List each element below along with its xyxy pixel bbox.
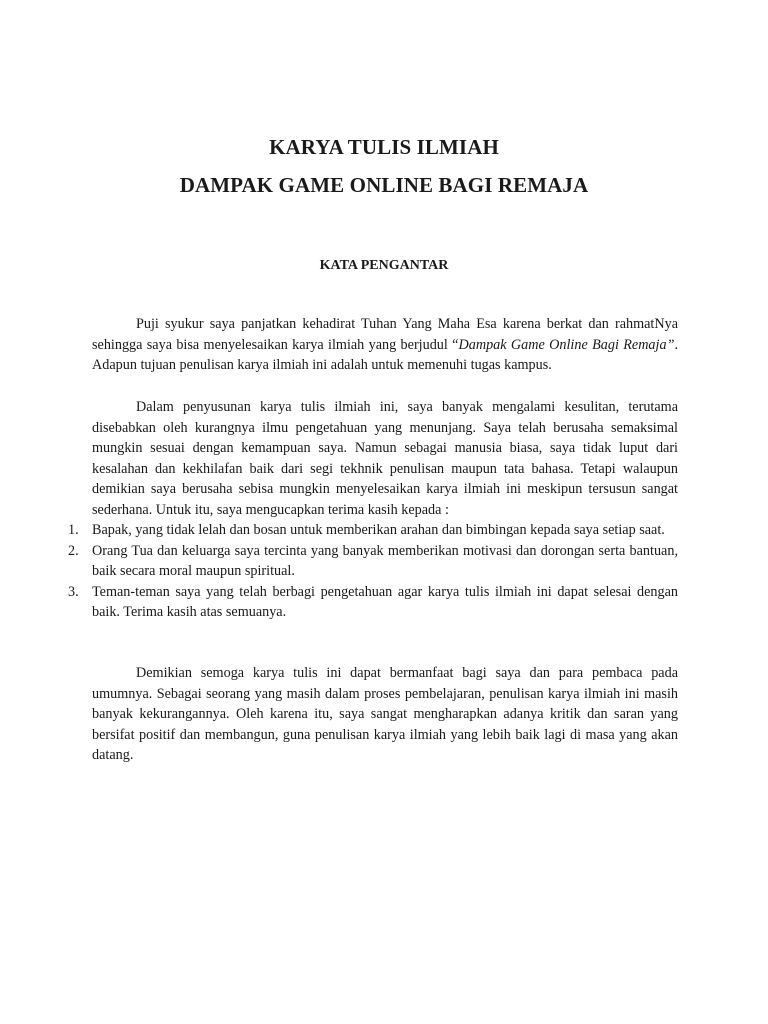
paragraph-intro-text-end: . Adapun tujuan penulisan karya ilmiah ini adalah untuk memenuhi tugas kampus. xyxy=(92,336,679,374)
list-item-text: Bapak, yang tidak lelah dan bosan untuk memberikan arahan dan bimbingan kepada saya setiap saat. xyxy=(92,522,665,538)
list-item-number: 1. xyxy=(68,522,79,538)
document-title-line-1: KARYA TULIS ILMIAH xyxy=(269,135,499,159)
paragraph-intro-text-start: Puji syukur saya panjatkan kehadirat Tuhan Yang Maha Esa karena berkat dan rahmatNya sehingga saya bisa menyelesaikan karya ilmiah yang berjudul “ xyxy=(92,316,678,353)
list-item xyxy=(68,520,678,541)
list-item xyxy=(68,582,678,623)
paragraph-closing: Demikian semoga karya tulis ini dapat bermanfaat bagi saya dan para pembaca pada umumnya. Sebagai seorang yang masih dalam proses pembelajaran, penulisan karya ilmiah ini masih banyak kekurangannya. Oleh karena itu, saya sangat mengharapkan adanya kritik dan saran yang bersifat positif dan membangun, guna penulisan karya ilmiah yang lebih baik lagi di masa yang akan datang. xyxy=(92,665,678,764)
paragraph-intro xyxy=(92,314,678,376)
list-item-number: 3. xyxy=(68,583,79,600)
list-item xyxy=(68,541,678,582)
list-item-text: Orang Tua dan keluarga saya tercinta yang banyak memberikan motivasi dan dorongan serta bantuan, baik secara moral maupun spiritual. xyxy=(92,542,678,580)
list-item-number: 2. xyxy=(68,542,79,559)
paragraph-difficulties: Dalam penyusunan karya tulis ilmiah ini, saya banyak mengalami kesulitan, terutama disebabkan oleh kurangnya ilmu pengetahuan yang menunjang. Saya telah berusaha semaksimal mungkin sesuai dengan kemampuan saya. Namun sebagai manusia biasa, saya tidak luput dari kesalahan dan kekhilafan baik dari segi tekhnik penulisan maupun tata bahasa. Tetapi walaupun demikian saya berusaha sebisa mungkin menyelesaikan karya ilmiah ini meskipun tersusun sangat sederhana. Untuk itu, saya mengucapkan terima kasih kepada : xyxy=(92,399,678,518)
thanks-list xyxy=(68,520,678,623)
section-heading: KATA PENGANTAR xyxy=(319,258,449,273)
list-item-text: Teman-teman saya yang telah berbagi pengetahuan agar karya tulis ilmiah ini dapat selesai dengan baik. Terima kasih atas semuanya. xyxy=(92,583,678,621)
paragraph-intro-italic-title: Dampak Game Online Bagi Remaja” xyxy=(458,336,675,353)
document-title-line-2: DAMPAK GAME ONLINE BAGI REMAJA xyxy=(179,173,589,197)
